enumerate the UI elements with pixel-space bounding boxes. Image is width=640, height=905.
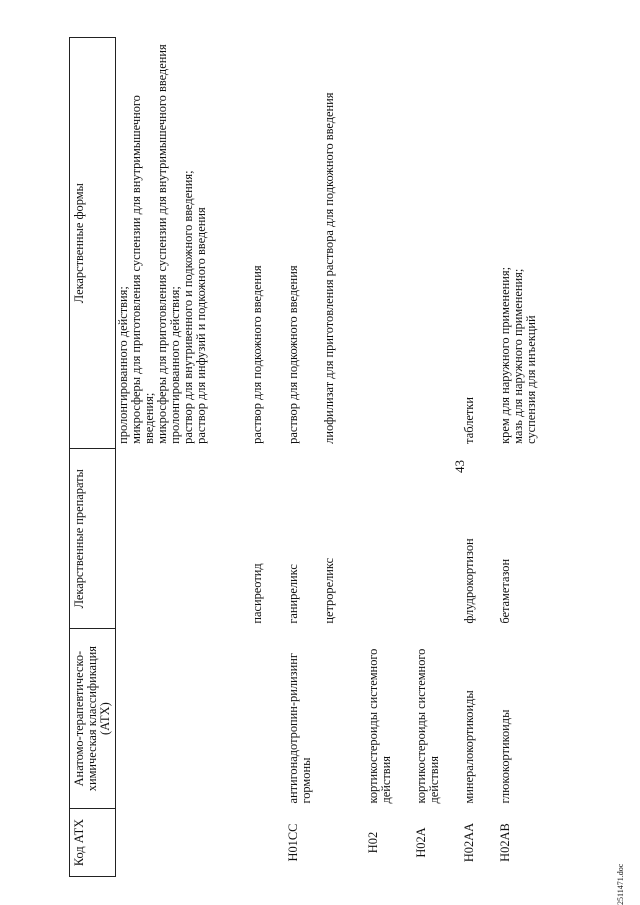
- dosage-form-item: крем для наружного применения;: [497, 266, 512, 444]
- dosage-form-item: микросферы для приготовления суспензии для внутримышечного введения пролонгированного действия;: [155, 44, 182, 444]
- table-row: [496, 38, 544, 877]
- table-row: [320, 38, 364, 877]
- dosage-form-item: раствор для внутривенного и подкожного введения;: [181, 170, 195, 444]
- dosage-form-item: суспензия для инъекций: [523, 315, 538, 444]
- dosage-form-item: лиофилизат для приготовления раствора для подкожного введения: [321, 92, 336, 444]
- dosage-form-item: раствор для подкожного введения: [285, 265, 300, 444]
- header-classification: Анатомо-терапевтическо-химическая классификация (АТХ): [70, 629, 116, 809]
- atc-classification-cell: кортикостероиды системного действия: [413, 648, 441, 804]
- page-number: 43: [452, 460, 467, 473]
- table-body: [116, 38, 544, 877]
- atc-table: [69, 37, 544, 877]
- drug-cell: цетрореликс: [321, 557, 336, 624]
- header-drugs: Лекарственные препараты: [70, 449, 116, 629]
- dosage-form-item: раствор для инфузий и подкожного введения: [194, 207, 208, 444]
- atc-code-cell: H02AA: [461, 822, 476, 863]
- table-header-row: [70, 38, 116, 877]
- dosage-forms-cell: [248, 38, 284, 449]
- table-row: [364, 38, 412, 877]
- header-forms: Лекарственные формы: [70, 38, 116, 449]
- atc-code-cell: H01CC: [285, 823, 300, 862]
- dosage-forms-cell: [320, 38, 364, 449]
- drug-cell: ганиреликс: [285, 564, 300, 624]
- drug-cell: флудрокортизон: [461, 538, 476, 624]
- atc-code-cell: [320, 809, 364, 877]
- atc-classification-cell: кортикостероиды системного действия: [365, 648, 393, 804]
- atc-code-cell: H02A: [413, 827, 428, 858]
- atc-classification-cell: [248, 629, 284, 809]
- drug-cell: [412, 449, 460, 629]
- drug-cell: бетаметазон: [497, 558, 512, 624]
- atc-code-cell: H02: [365, 831, 380, 854]
- dosage-forms-cell: [460, 38, 496, 449]
- dosage-forms-cell: [412, 38, 460, 449]
- drug-cell: [364, 449, 412, 629]
- atc-classification-cell: [116, 629, 248, 809]
- dosage-form-item: раствор для подкожного введения: [249, 265, 264, 444]
- atc-classification-cell: глюкокортикоиды: [497, 709, 512, 804]
- atc-code-cell: H02AB: [497, 823, 512, 862]
- table-row: [412, 38, 460, 877]
- dosage-forms-cell: [364, 38, 412, 449]
- atc-classification-cell: [320, 629, 364, 809]
- dosage-forms-cell: [284, 38, 320, 449]
- dosage-forms-cell: [116, 38, 248, 449]
- atc-classification-cell: антигонадотропин-рилизинг гормоны: [285, 653, 313, 804]
- dosage-form-item: мазь для наружного применения;: [510, 268, 525, 444]
- dosage-forms-cell: [496, 38, 544, 449]
- dosage-form-item: пролонгированного действия;: [116, 286, 130, 444]
- atc-classification-cell: минералокортикоиды: [461, 690, 476, 804]
- table-row: [460, 38, 496, 877]
- table-row: [248, 38, 284, 877]
- dosage-form-item: микросферы для приготовления суспензии для внутримышечного введения;: [129, 95, 156, 444]
- table-row: [284, 38, 320, 877]
- file-name: 2511471.doc: [616, 863, 625, 905]
- drug-cell: пасиреотид: [249, 563, 264, 624]
- table-row: [116, 38, 248, 877]
- drug-cell: [116, 449, 248, 629]
- atc-code-cell: [248, 809, 284, 877]
- dosage-form-item: таблетки: [461, 397, 476, 444]
- atc-code-cell: [116, 809, 248, 877]
- header-code: Код АТХ: [70, 809, 116, 877]
